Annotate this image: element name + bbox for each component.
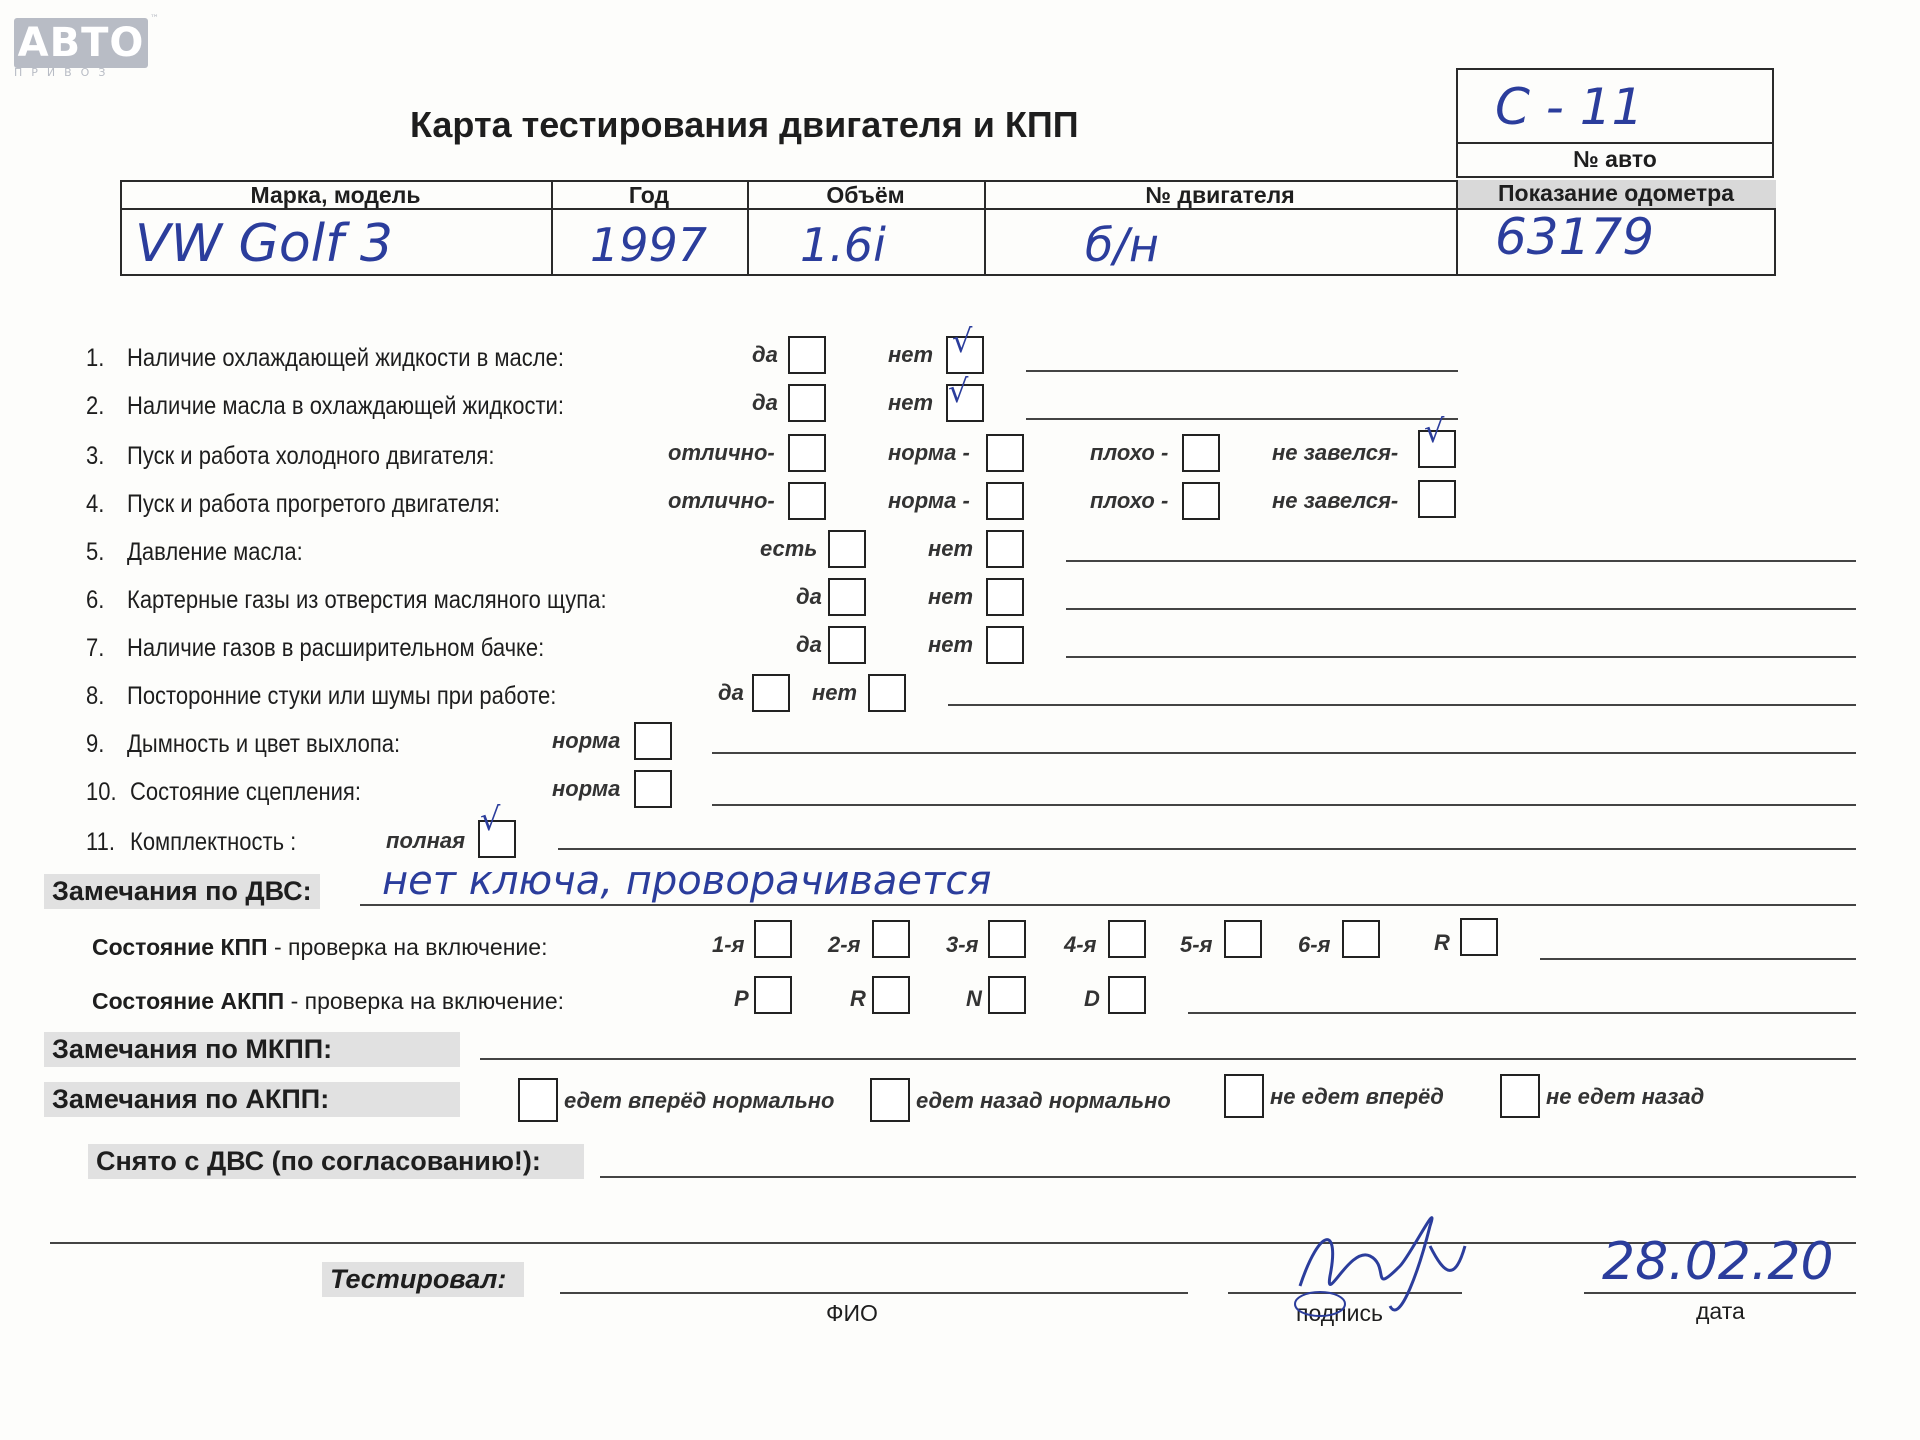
value-volume: 1.6i: [800, 218, 886, 272]
item-3-label: Пуск и работа холодного двигателя:: [127, 442, 495, 470]
akpp-no-reverse-label: не едет назад: [1546, 1084, 1705, 1109]
akpp-label: [92, 988, 564, 1015]
tested-by-name-caption: ФИО: [826, 1300, 878, 1326]
header-year: Год: [628, 182, 670, 208]
mode-n-checkbox[interactable]: [988, 976, 1026, 1014]
gear-1-checkbox[interactable]: [754, 920, 792, 958]
akpp-reverse-ok-checkbox[interactable]: [870, 1078, 910, 1122]
remarks-engine-line: [360, 904, 1856, 906]
logo-subtitle: ПРИВОЗ: [14, 66, 115, 79]
item-5-present-checkbox[interactable]: [828, 530, 866, 568]
item-5-notes-line: [1066, 560, 1856, 562]
item-8-label: Посторонние стуки или шумы при работе:: [127, 682, 557, 710]
gear-3-checkbox[interactable]: [988, 920, 1026, 958]
item-9-normal-checkbox[interactable]: [634, 722, 672, 760]
item-6-no-label: нет: [928, 584, 974, 609]
gear-2-label: 2-я: [828, 932, 861, 957]
item-3-normal-checkbox[interactable]: [986, 434, 1024, 472]
item-3-bad-checkbox[interactable]: [1182, 434, 1220, 472]
item-10-label: Состояние сцепления:: [130, 778, 361, 806]
page-title: Карта тестирования двигателя и КПП: [410, 104, 1079, 145]
item-3-normal-label: норма -: [888, 440, 970, 465]
gear-4-checkbox[interactable]: [1108, 920, 1146, 958]
date-line: [1584, 1292, 1856, 1294]
item-11-notes-line: [558, 848, 1856, 850]
item-2-number: 2.: [86, 392, 105, 420]
header-model: Марка, модель: [250, 182, 421, 208]
removed-from-engine-label: Снято с ДВС (по согласованию!):: [88, 1144, 584, 1179]
gear-6-checkbox[interactable]: [1342, 920, 1380, 958]
item-3-not-started-checkmark: √: [1424, 412, 1445, 450]
gear-6-label: 6-я: [1298, 932, 1331, 957]
item-6-label: Картерные газы из отверстия масляного щупа:: [127, 586, 607, 614]
item-7-yes-checkbox[interactable]: [828, 626, 866, 664]
tested-by-name-line: [560, 1292, 1188, 1294]
item-7-label: Наличие газов в расширительном бачке:: [127, 634, 545, 662]
akpp-label-rest: - проверка на включение:: [284, 988, 565, 1014]
item-8-yes-label: да: [718, 680, 744, 705]
item-10-notes-line: [712, 804, 1856, 806]
item-1-no-checkmark: √: [952, 322, 973, 360]
item-10-normal-checkbox[interactable]: [634, 770, 672, 808]
item-3-excellent-label: отлично-: [668, 440, 775, 465]
kpp-label: [92, 934, 547, 961]
item-4-bad-checkbox[interactable]: [1182, 482, 1220, 520]
mode-d-checkbox[interactable]: [1108, 976, 1146, 1014]
remarks-manual-gearbox-label: Замечания по МКПП:: [44, 1032, 460, 1067]
value-odometer: 63179: [1495, 208, 1655, 266]
item-4-normal-label: норма -: [888, 488, 970, 513]
akpp-forward-ok-checkbox[interactable]: [518, 1078, 558, 1122]
value-model: VW Golf 3: [135, 214, 393, 274]
gear-5-checkbox[interactable]: [1224, 920, 1262, 958]
item-4-not-started-checkbox[interactable]: [1418, 480, 1456, 518]
item-6-yes-checkbox[interactable]: [828, 578, 866, 616]
item-8-no-checkbox[interactable]: [868, 674, 906, 712]
item-2-label: Наличие масла в охлаждающей жидкости:: [127, 392, 564, 420]
car-number-label: № авто: [1573, 146, 1657, 172]
mode-r-checkbox[interactable]: [872, 976, 910, 1014]
akpp-forward-ok-label: едет вперёд нормально: [564, 1088, 835, 1113]
item-4-normal-checkbox[interactable]: [986, 482, 1024, 520]
logo: АВТО: [14, 18, 148, 68]
item-4-not-started-label: не завелся-: [1272, 488, 1399, 513]
item-6-no-checkbox[interactable]: [986, 578, 1024, 616]
item-3-bad-label: плохо -: [1090, 440, 1169, 465]
remarks-manual-gearbox-line: [480, 1058, 1856, 1060]
item-8-yes-checkbox[interactable]: [752, 674, 790, 712]
date-value: 28.02.20: [1602, 1232, 1834, 1292]
item-2-no-checkmark: √: [948, 372, 969, 410]
kpp-label-rest: - проверка на включение:: [267, 934, 548, 960]
item-1-label: Наличие охлаждающей жидкости в масле:: [127, 344, 564, 372]
item-9-number: 9.: [86, 730, 105, 758]
gear-reverse-label: R: [1434, 930, 1450, 955]
mode-d-label: D: [1084, 986, 1100, 1011]
item-3-excellent-checkbox[interactable]: [788, 434, 826, 472]
value-engine-number: б/н: [1085, 218, 1159, 272]
item-2-no-label: нет: [888, 390, 934, 415]
item-8-no-label: нет: [812, 680, 858, 705]
item-5-label: Давление масла:: [127, 538, 303, 566]
item-1-yes-label: да: [752, 342, 778, 367]
item-2-notes-line: [1026, 418, 1458, 420]
kpp-label-bold: Состояние КПП: [92, 934, 268, 960]
item-11-complete-checkmark: √: [480, 800, 501, 838]
item-4-label: Пуск и работа прогретого двигателя:: [127, 490, 501, 518]
mode-n-label: N: [966, 986, 982, 1011]
item-11-complete-label: полная: [386, 828, 466, 853]
gear-reverse-checkbox[interactable]: [1460, 918, 1498, 956]
tested-by-label: Тестировал:: [322, 1262, 524, 1297]
item-3-not-started-label: не завелся-: [1272, 440, 1399, 465]
header-volume: Объём: [826, 182, 905, 208]
item-2-yes-label: да: [752, 390, 778, 415]
item-3-number: 3.: [86, 442, 105, 470]
item-1-yes-checkbox[interactable]: [788, 336, 826, 374]
remarks-auto-gearbox-label: Замечания по АКПП:: [44, 1082, 460, 1117]
item-5-no-label: нет: [928, 536, 974, 561]
signature-caption: подпись: [1296, 1300, 1383, 1326]
header-engine-number: № двигателя: [1145, 182, 1295, 208]
gear-4-label: 4-я: [1064, 932, 1097, 957]
item-4-bad-label: плохо -: [1090, 488, 1169, 513]
akpp-no-forward-checkbox[interactable]: [1224, 1074, 1264, 1118]
item-9-normal-label: норма: [552, 728, 621, 753]
gear-3-label: 3-я: [946, 932, 979, 957]
item-4-excellent-checkbox[interactable]: [788, 482, 826, 520]
handwritten-signature: [1280, 1186, 1480, 1336]
item-8-notes-line: [948, 704, 1856, 706]
item-9-notes-line: [712, 752, 1856, 754]
item-6-number: 6.: [86, 586, 105, 614]
item-4-excellent-label: отлично-: [668, 488, 775, 513]
item-5-present-label: есть: [760, 536, 818, 561]
akpp-no-forward-label: не едет вперёд: [1270, 1084, 1444, 1109]
removed-from-engine-line: [600, 1176, 1856, 1178]
akpp-notes-line: [1188, 1012, 1856, 1014]
item-7-number: 7.: [86, 634, 105, 662]
remarks-engine-value: нет ключа, проворачивается: [382, 858, 992, 904]
item-9-label: Дымность и цвет выхлопа:: [127, 730, 401, 758]
date-caption: дата: [1696, 1298, 1745, 1324]
header-odometer: Показание одометра: [1498, 180, 1734, 206]
removed-from-engine-line-2: [50, 1242, 1856, 1244]
item-7-no-label: нет: [928, 632, 974, 657]
gear-1-label: 1-я: [712, 932, 745, 957]
gear-2-checkbox[interactable]: [872, 920, 910, 958]
mode-p-label: P: [734, 986, 749, 1011]
akpp-no-reverse-checkbox[interactable]: [1500, 1074, 1540, 1118]
akpp-reverse-ok-label: едет назад нормально: [916, 1088, 1171, 1113]
car-number-value: С - 11: [1495, 78, 1644, 136]
item-7-notes-line: [1066, 656, 1856, 658]
item-5-no-checkbox[interactable]: [986, 530, 1024, 568]
item-2-yes-checkbox[interactable]: [788, 384, 826, 422]
kpp-notes-line: [1540, 958, 1856, 960]
akpp-label-bold: Состояние АКПП: [92, 988, 285, 1014]
item-1-no-label: нет: [888, 342, 934, 367]
item-7-no-checkbox[interactable]: [986, 626, 1024, 664]
mode-r-label: R: [850, 986, 866, 1011]
gear-5-label: 5-я: [1180, 932, 1213, 957]
trademark-mark: ™: [150, 14, 159, 24]
item-10-number: 10.: [86, 778, 117, 806]
remarks-engine-label: Замечания по ДВС:: [44, 874, 320, 909]
item-1-number: 1.: [86, 344, 105, 372]
item-4-number: 4.: [86, 490, 105, 518]
value-year: 1997: [590, 218, 708, 272]
item-8-number: 8.: [86, 682, 105, 710]
item-6-notes-line: [1066, 608, 1856, 610]
mode-p-checkbox[interactable]: [754, 976, 792, 1014]
item-11-label: Комплектность :: [130, 828, 297, 856]
item-5-number: 5.: [86, 538, 105, 566]
item-7-yes-label: да: [796, 632, 822, 657]
item-1-notes-line: [1026, 370, 1458, 372]
item-11-number: 11.: [86, 828, 115, 856]
item-10-normal-label: норма: [552, 776, 621, 801]
item-6-yes-label: да: [796, 584, 822, 609]
